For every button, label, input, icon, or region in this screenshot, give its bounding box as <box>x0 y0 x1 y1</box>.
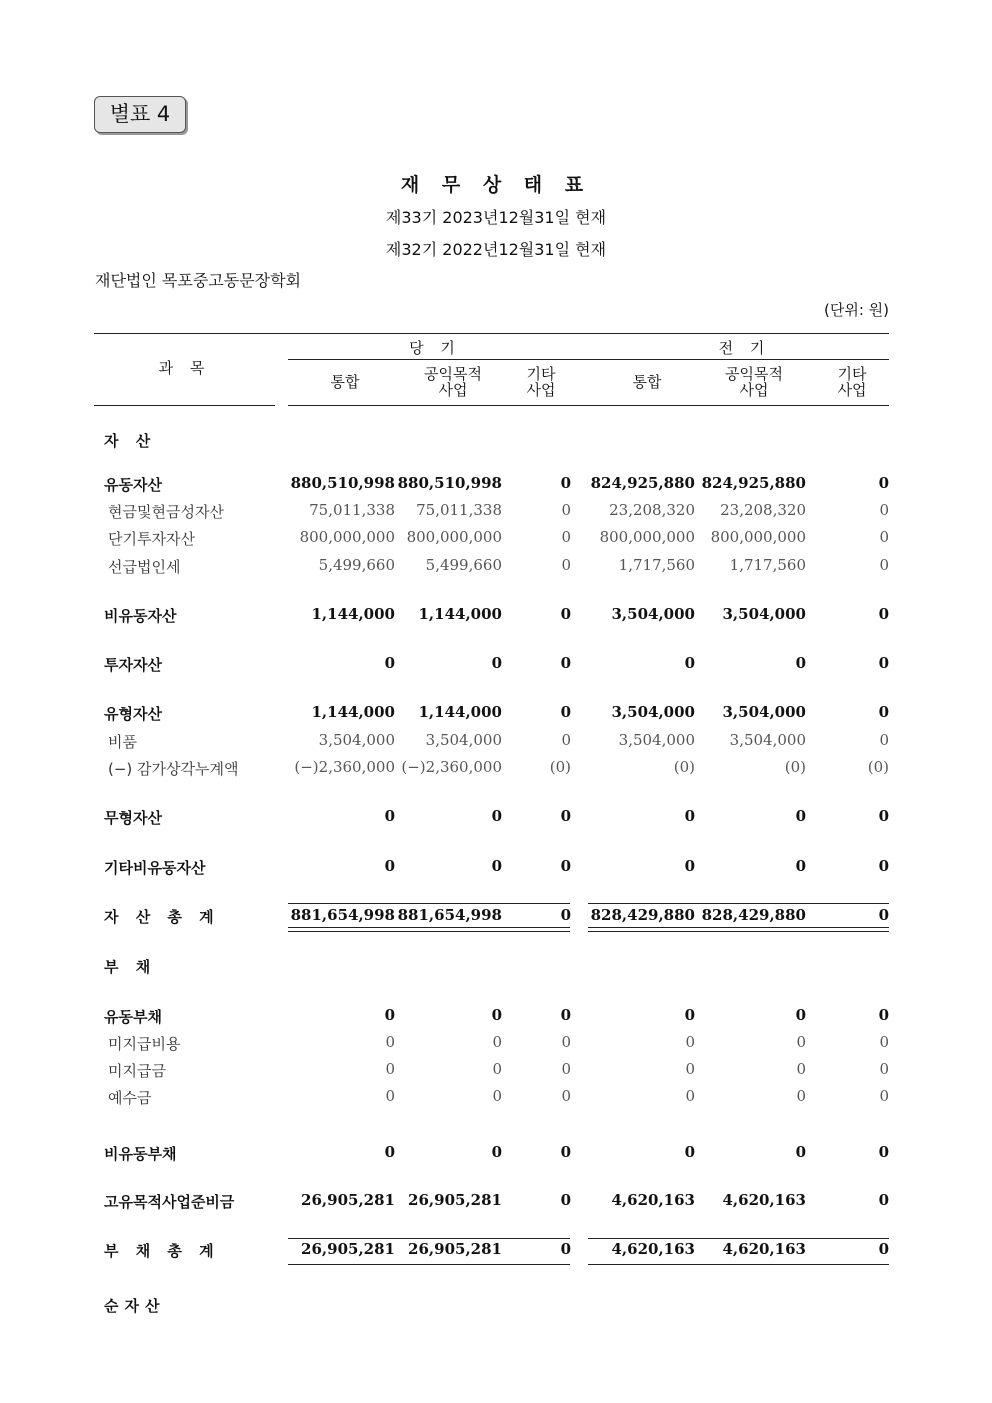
value-prior-public: 824,925,880 <box>701 474 806 492</box>
value-prior-public: 4,620,163 <box>722 1240 806 1258</box>
section-heading-row <box>0 956 992 978</box>
account-label: 부 채 총 계 <box>104 1242 220 1260</box>
value-prior-public: 828,429,880 <box>701 906 806 924</box>
header-prior-total: 통합 <box>632 373 662 391</box>
value-current-total: 26,905,281 <box>301 1240 395 1258</box>
value-prior-public: 0 <box>795 654 806 672</box>
value-current-total: 880,510,998 <box>290 474 395 492</box>
header-prior-public <box>713 366 795 398</box>
value-prior-total: 23,208,320 <box>609 501 695 519</box>
value-current-other: 0 <box>560 1143 571 1161</box>
account-row <box>0 703 992 725</box>
value-current-other: 0 <box>560 807 571 825</box>
value-current-total: 3,504,000 <box>318 731 395 749</box>
value-prior-total: 3,504,000 <box>618 731 695 749</box>
value-prior-public: 3,504,000 <box>722 605 806 623</box>
period-current: 제33기 2023년12월31일 현재 <box>385 208 607 227</box>
header-bottom-rule-values <box>288 405 889 406</box>
value-prior-total: 0 <box>685 1060 695 1078</box>
value-prior-other: 0 <box>879 731 889 749</box>
account-label: 무형자산 <box>104 809 162 827</box>
value-current-public: (−)2,360,000 <box>401 758 502 776</box>
value-prior-public: 0 <box>796 1060 806 1078</box>
account-row <box>0 1033 992 1055</box>
value-current-other: 0 <box>560 1006 571 1024</box>
total-row <box>0 906 992 928</box>
value-current-public: 0 <box>491 654 502 672</box>
value-prior-public: 800,000,000 <box>710 528 806 546</box>
value-current-public: 881,654,998 <box>397 906 502 924</box>
value-prior-other: (0) <box>867 758 889 776</box>
value-prior-other: 0 <box>878 474 889 492</box>
value-prior-public: 1,717,560 <box>729 556 806 574</box>
value-prior-total: 3,504,000 <box>611 703 695 721</box>
liability-total-bottom-rule-prior <box>588 1264 889 1265</box>
asset-total-double-rule-prior <box>588 927 889 932</box>
value-prior-other: 0 <box>878 703 889 721</box>
organization-name: 재단법인 목포중고동문장학회 <box>95 271 302 290</box>
value-prior-total: 0 <box>685 1087 695 1105</box>
value-current-public: 3,504,000 <box>425 731 502 749</box>
value-prior-other: 0 <box>878 654 889 672</box>
value-current-public: 5,499,660 <box>425 556 502 574</box>
header-current-group: 당 기 <box>409 339 461 357</box>
value-current-public: 0 <box>492 1060 502 1078</box>
header-top-rule <box>94 333 889 334</box>
header-prior-public-line2: 사업 <box>739 381 769 399</box>
account-label: 투자자산 <box>104 656 162 674</box>
value-prior-public: 0 <box>795 1143 806 1161</box>
value-current-other: 0 <box>561 528 571 546</box>
account-label: 부 채 <box>104 958 157 976</box>
value-current-other: (0) <box>549 758 571 776</box>
liability-total-top-rule-current <box>288 1238 570 1239</box>
header-bottom-rule-account <box>94 405 275 406</box>
value-current-public: 26,905,281 <box>408 1191 502 1209</box>
value-current-public: 0 <box>492 1087 502 1105</box>
value-current-public: 1,144,000 <box>418 605 502 623</box>
value-prior-other: 0 <box>878 807 889 825</box>
account-row <box>0 857 992 879</box>
header-current-public-line2: 사업 <box>438 381 468 399</box>
account-label: 유형자산 <box>104 705 162 723</box>
account-label: 자 산 <box>104 432 157 450</box>
header-current-public-line1: 공익목적 <box>424 365 482 383</box>
value-prior-other: 0 <box>878 1191 889 1209</box>
value-prior-other: 0 <box>878 1006 889 1024</box>
value-prior-total: 0 <box>684 857 695 875</box>
value-current-other: 0 <box>560 654 571 672</box>
value-prior-total: 0 <box>684 807 695 825</box>
value-current-other: 0 <box>561 1087 571 1105</box>
value-current-total: 0 <box>385 1087 395 1105</box>
header-current-public <box>412 366 494 398</box>
account-label: 미지급금 <box>108 1062 166 1080</box>
value-prior-public: 0 <box>795 807 806 825</box>
account-row <box>0 1060 992 1082</box>
document-title: 재 무 상 태 표 <box>400 174 592 196</box>
account-label: 유동자산 <box>104 476 162 494</box>
value-prior-other: 0 <box>878 906 889 924</box>
value-current-other: 0 <box>560 1191 571 1209</box>
value-prior-other: 0 <box>879 528 889 546</box>
value-current-public: 0 <box>491 807 502 825</box>
section-heading-row <box>0 1295 992 1317</box>
value-prior-total: 1,717,560 <box>618 556 695 574</box>
liability-total-top-rule-prior <box>588 1238 889 1239</box>
value-current-total: 1,144,000 <box>311 703 395 721</box>
account-row <box>0 474 992 496</box>
value-current-other: 0 <box>560 1240 571 1258</box>
account-label: 순자산 <box>104 1297 166 1315</box>
value-prior-total: 828,429,880 <box>590 906 695 924</box>
account-label: 고유목적사업준비금 <box>104 1193 235 1211</box>
value-prior-public: 0 <box>796 1033 806 1051</box>
value-prior-public: 0 <box>795 1006 806 1024</box>
value-prior-total: 4,620,163 <box>611 1240 695 1258</box>
value-current-public: 0 <box>491 1006 502 1024</box>
account-row <box>0 1143 992 1165</box>
header-prior-other <box>825 366 879 398</box>
value-prior-total: 824,925,880 <box>590 474 695 492</box>
value-prior-total: 0 <box>684 1006 695 1024</box>
value-current-total: 5,499,660 <box>318 556 395 574</box>
section-heading-row <box>0 430 992 452</box>
value-prior-total: 0 <box>684 1143 695 1161</box>
value-current-public: 1,144,000 <box>418 703 502 721</box>
header-current-other-line2: 사업 <box>526 381 556 399</box>
asset-total-top-rule-prior <box>588 903 889 904</box>
value-current-other: 0 <box>561 1033 571 1051</box>
value-current-public: 880,510,998 <box>397 474 502 492</box>
value-current-total: 0 <box>384 1143 395 1161</box>
asset-total-double-rule-current <box>288 927 570 932</box>
value-prior-other: 0 <box>878 857 889 875</box>
value-current-total: 0 <box>385 1033 395 1051</box>
value-prior-other: 0 <box>879 1033 889 1051</box>
account-row <box>0 501 992 523</box>
account-label: 현금및현금성자산 <box>108 503 224 521</box>
value-current-other: 0 <box>561 501 571 519</box>
account-label: 유동부채 <box>104 1008 162 1026</box>
value-prior-total: 3,504,000 <box>611 605 695 623</box>
liability-total-bottom-rule-current <box>288 1264 570 1265</box>
value-current-public: 26,905,281 <box>408 1240 502 1258</box>
account-row <box>0 654 992 676</box>
value-current-total: 0 <box>384 807 395 825</box>
header-current-other <box>514 366 568 398</box>
value-prior-other: 0 <box>878 1240 889 1258</box>
value-prior-public: 0 <box>796 1087 806 1105</box>
header-group-rule <box>288 359 889 360</box>
value-prior-public: 3,504,000 <box>722 703 806 721</box>
account-label: (−) 감가상각누계액 <box>108 760 239 778</box>
value-current-public: 800,000,000 <box>406 528 502 546</box>
account-row <box>0 605 992 627</box>
account-row <box>0 731 992 753</box>
value-prior-total: 0 <box>685 1033 695 1051</box>
value-current-total: 0 <box>384 857 395 875</box>
value-current-other: 0 <box>561 556 571 574</box>
value-current-other: 0 <box>560 857 571 875</box>
value-prior-other: 0 <box>879 501 889 519</box>
value-current-other: 0 <box>560 474 571 492</box>
value-current-public: 0 <box>491 1143 502 1161</box>
value-prior-public: 0 <box>795 857 806 875</box>
value-current-total: 0 <box>384 1006 395 1024</box>
account-label: 비유동자산 <box>104 607 177 625</box>
account-label: 선급법인세 <box>108 558 181 576</box>
account-label: 미지급비용 <box>108 1035 181 1053</box>
total-row <box>0 1240 992 1262</box>
header-prior-public-line1: 공익목적 <box>725 365 783 383</box>
value-prior-public: 23,208,320 <box>720 501 806 519</box>
value-current-public: 0 <box>492 1033 502 1051</box>
value-prior-total: 0 <box>684 654 695 672</box>
value-prior-other: 0 <box>878 1143 889 1161</box>
account-label: 비유동부채 <box>104 1145 177 1163</box>
value-current-total: 0 <box>385 1060 395 1078</box>
value-current-total: 881,654,998 <box>290 906 395 924</box>
value-prior-total: (0) <box>673 758 695 776</box>
value-prior-other: 0 <box>878 605 889 623</box>
value-current-total: 75,011,338 <box>309 501 395 519</box>
unit-label: (단위: 원) <box>824 301 889 319</box>
header-prior-other-line1: 기타 <box>837 365 867 383</box>
value-current-total: 0 <box>384 654 395 672</box>
account-label: 자 산 총 계 <box>104 908 220 926</box>
account-row <box>0 1087 992 1109</box>
account-row <box>0 758 992 780</box>
asset-total-top-rule-current <box>288 903 570 904</box>
value-prior-public: (0) <box>784 758 806 776</box>
value-current-other: 0 <box>560 605 571 623</box>
value-current-other: 0 <box>561 1060 571 1078</box>
header-prior-group: 전 기 <box>718 339 771 357</box>
value-prior-other: 0 <box>879 1060 889 1078</box>
value-current-other: 0 <box>561 731 571 749</box>
header-account: 과 목 <box>158 359 211 377</box>
account-row <box>0 528 992 550</box>
period-prior: 제32기 2022년12월31일 현재 <box>385 240 607 259</box>
value-current-other: 0 <box>560 703 571 721</box>
account-row <box>0 556 992 578</box>
account-row <box>0 1006 992 1028</box>
header-current-other-line1: 기타 <box>526 365 556 383</box>
value-current-other: 0 <box>560 906 571 924</box>
account-label: 단기투자자산 <box>108 530 195 548</box>
value-prior-public: 3,504,000 <box>729 731 806 749</box>
account-label: 기타비유동자산 <box>104 859 206 877</box>
value-prior-total: 800,000,000 <box>599 528 695 546</box>
value-current-total: 800,000,000 <box>299 528 395 546</box>
value-current-total: (−)2,360,000 <box>294 758 395 776</box>
value-prior-other: 0 <box>879 1087 889 1105</box>
account-row <box>0 1191 992 1213</box>
value-prior-other: 0 <box>879 556 889 574</box>
value-current-total: 26,905,281 <box>301 1191 395 1209</box>
header-current-total: 통합 <box>330 373 360 391</box>
account-label: 예수금 <box>108 1089 152 1107</box>
value-current-public: 75,011,338 <box>416 501 502 519</box>
value-prior-total: 4,620,163 <box>611 1191 695 1209</box>
value-current-public: 0 <box>491 857 502 875</box>
account-row <box>0 807 992 829</box>
account-label: 비품 <box>108 733 137 751</box>
appendix-tag: 별표 4 <box>94 96 186 133</box>
value-prior-public: 4,620,163 <box>722 1191 806 1209</box>
header-prior-other-line2: 사업 <box>837 381 867 399</box>
value-current-total: 1,144,000 <box>311 605 395 623</box>
